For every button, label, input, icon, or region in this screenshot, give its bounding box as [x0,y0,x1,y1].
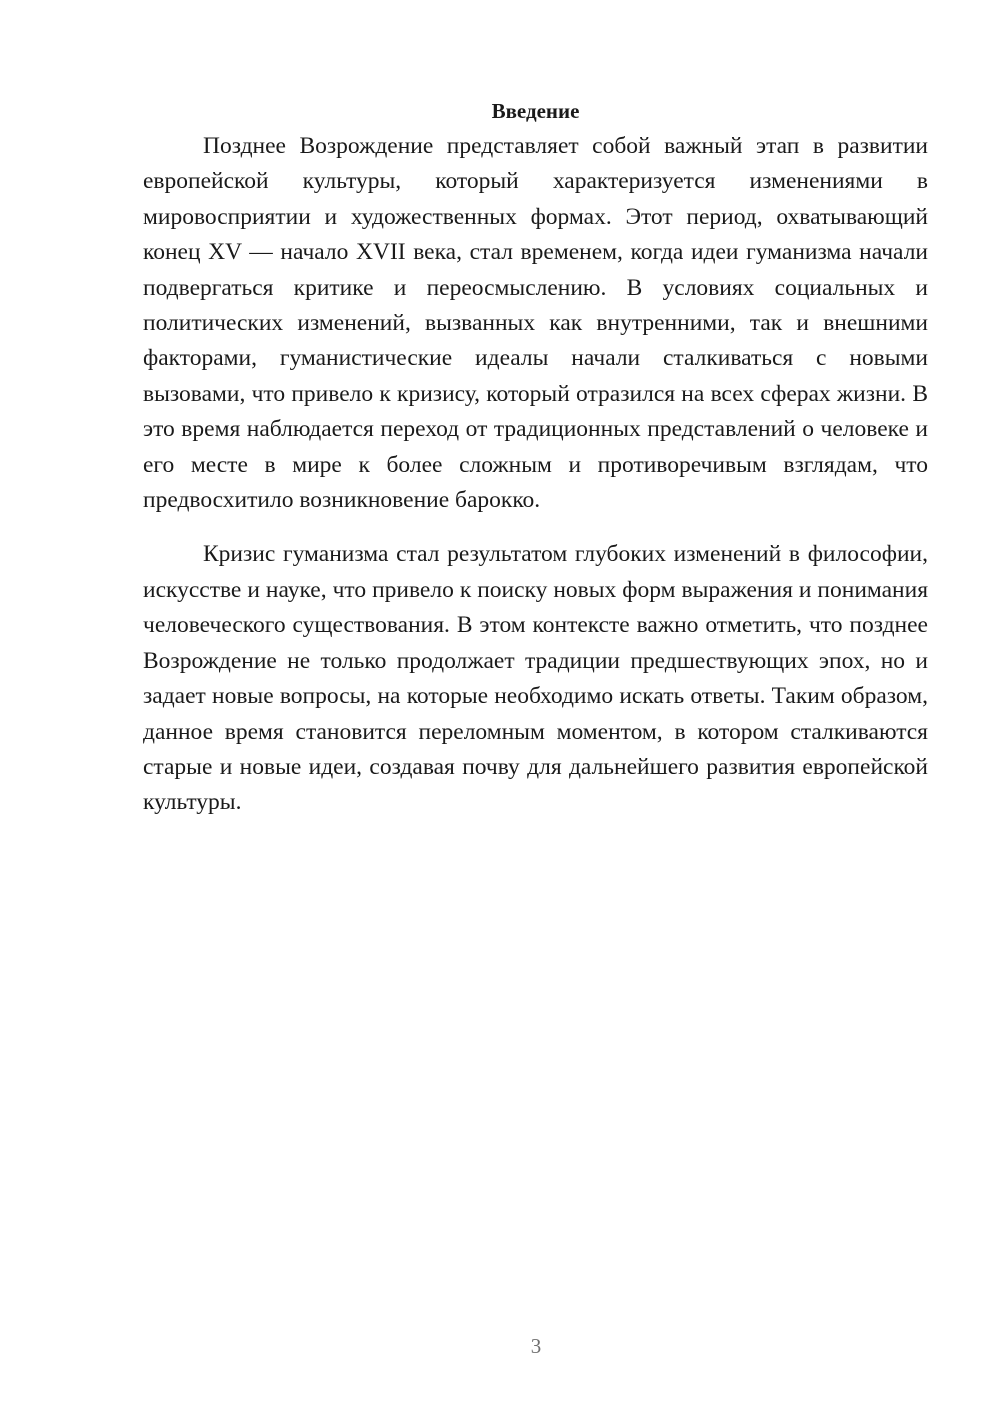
paragraph-2: Кризис гуманизма стал результатом глубоких изменений в философии, искусстве и науке, что привело к поиску новых форм выражения и понимания человеческого существования. В этом контексте важно отметить, что позднее Возрождение не только продолжает традиции предшествующих эпох, но и задает новые вопросы, на которые необходимо искать ответы. Таким образом, данное время становится переломным моментом, в котором сталкиваются старые и новые идеи, создавая почву для дальнейшего развития европейской культуры. [143,541,928,816]
page-number: 3 [530,1334,542,1358]
section-heading: Введение [491,99,580,123]
paragraph-1: Позднее Возрождение представляет собой важный этап в развитии европейской культуры, который характеризуется изменениями в мировосприятии и художественных формах. Этот период, охватывающий конец XV — начало XVII века, стал временем, когда идеи гуманизма начали подвергаться критике и переосмыслению. В условиях социальных и политических изменений, вызванных как внутренними, так и внешними факторами, гуманистические идеалы начали сталкиваться с новыми вызовами, что привело к кризису, который отразился на всех сферах жизни. В это время наблюдается переход от традиционных представлений о человеке и его месте в мире к более сложным и противоречивым взглядам, что предвосхитило возникновение барокко. [143,133,928,514]
page-body [143,95,928,821]
